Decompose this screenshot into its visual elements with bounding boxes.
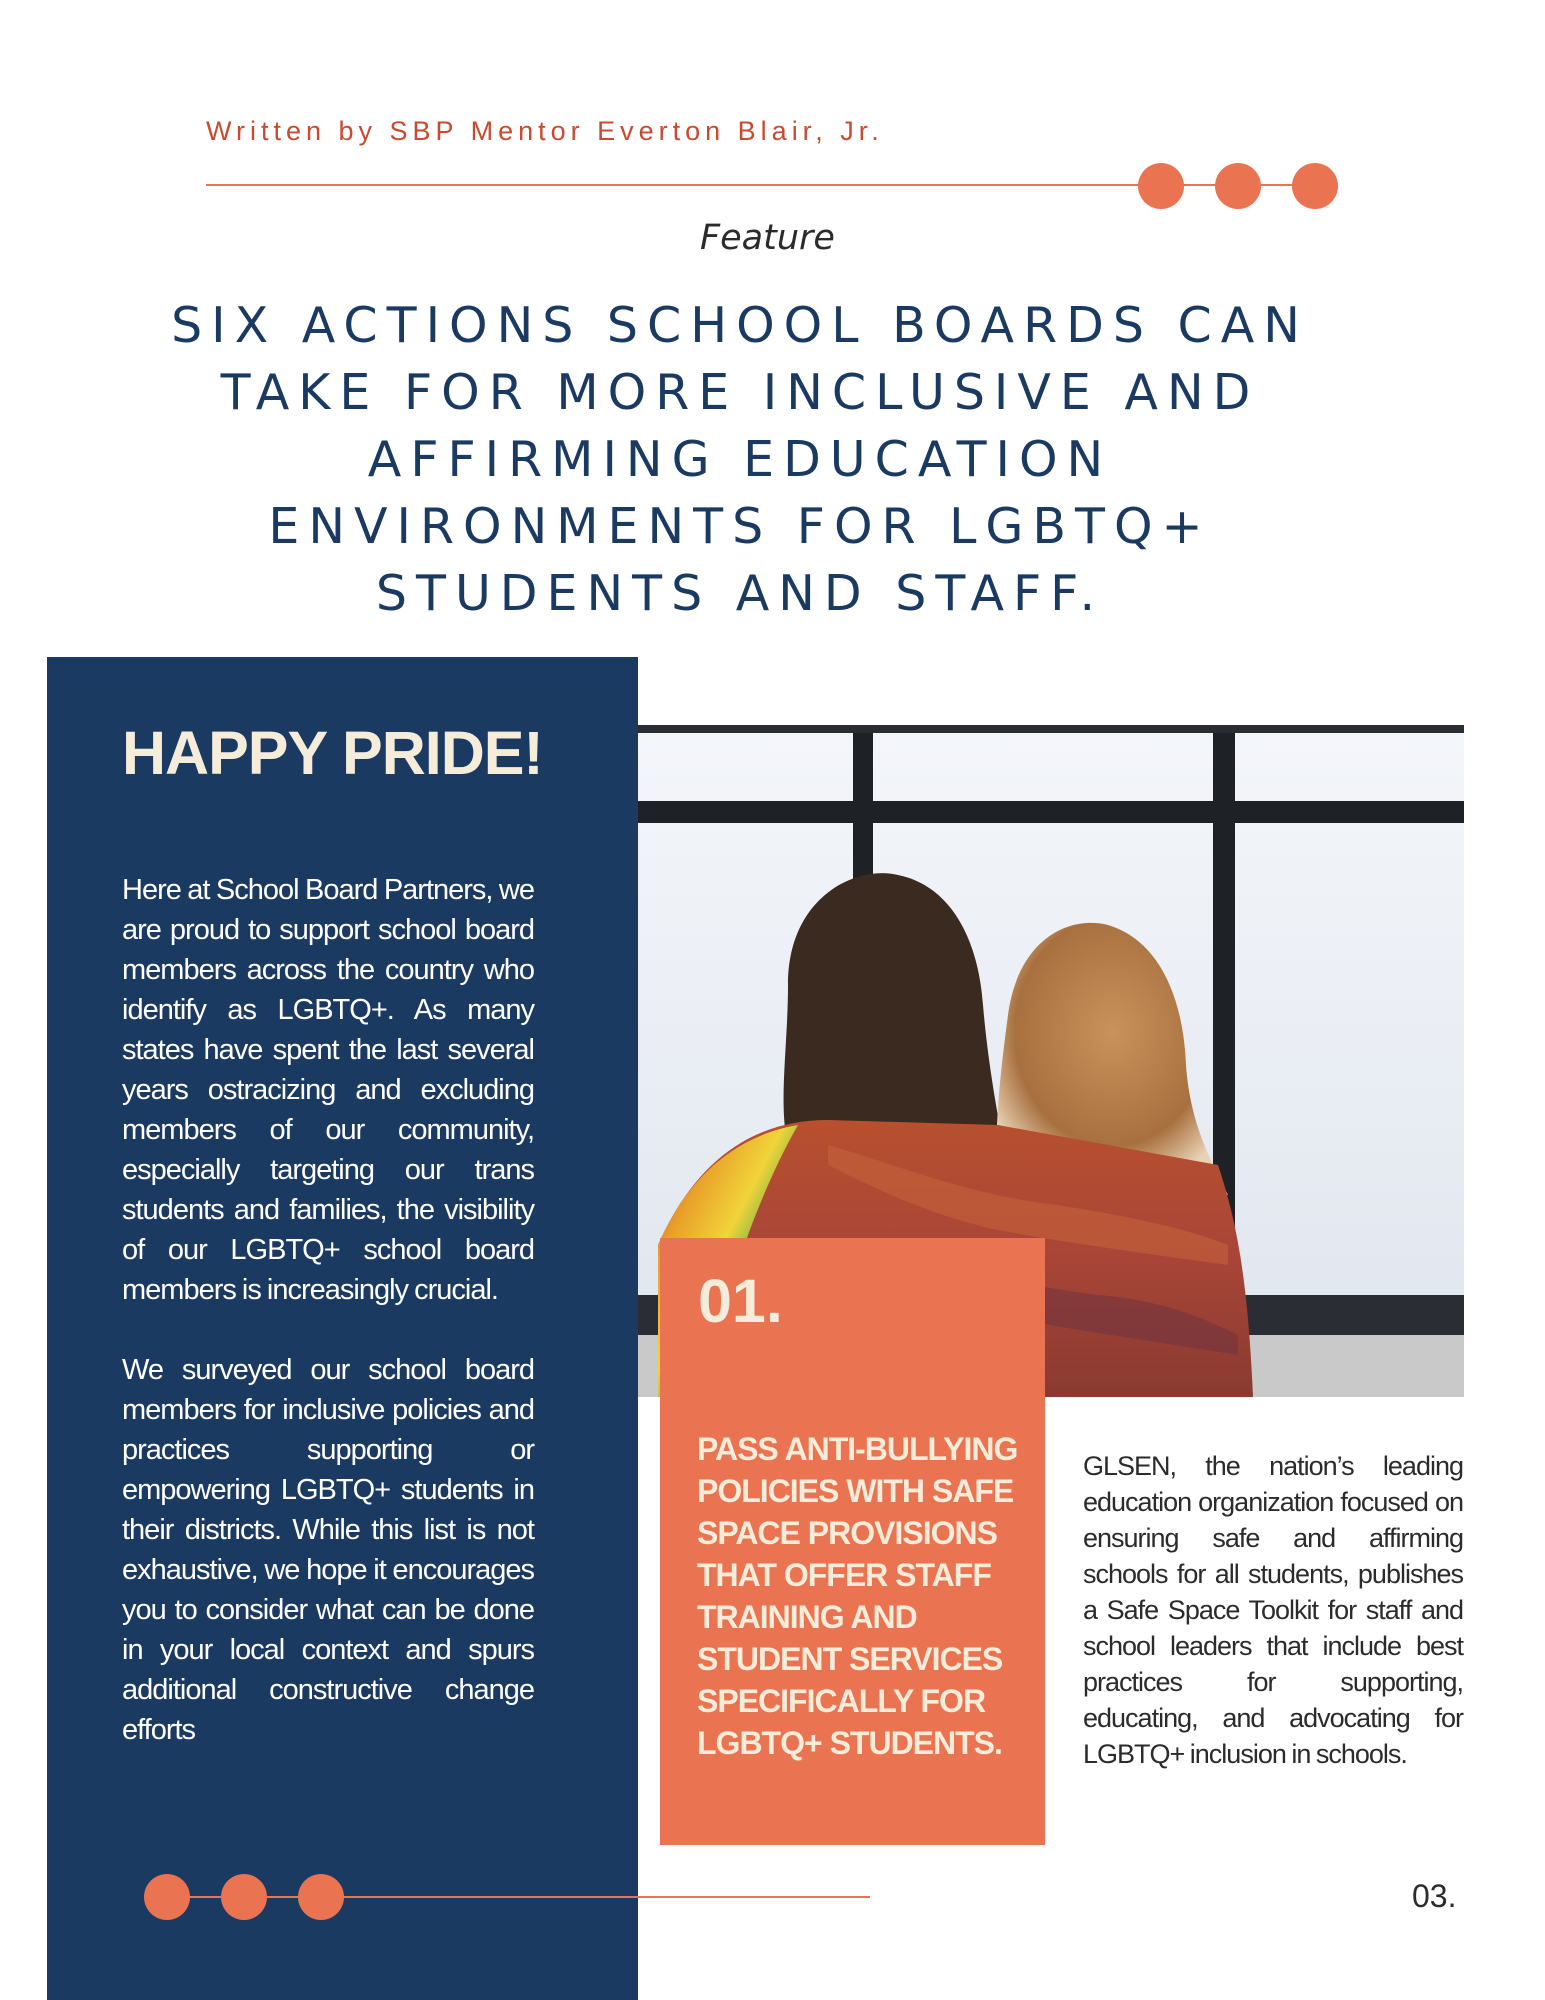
byline: Written by SBP Mentor Everton Blair, Jr. bbox=[206, 116, 884, 146]
decorative-dot-icon bbox=[221, 1874, 267, 1920]
sidebar-paragraph: We surveyed our school board members for inclusive policies and practices supporting or empowering LGBTQ+ students in their districts. While this list is not exhaustive, we hope it encourages you to consider what can be done in your local context and spurs additional constructive change efforts bbox=[122, 1354, 534, 1746]
action-number: 01. bbox=[698, 1267, 783, 1335]
page-number: 03. bbox=[1412, 1878, 1457, 1914]
page-title: SIX ACTIONS SCHOOL BOARDS CAN TAKE FOR MORE INCLUSIVE AND AFFIRMING EDUCATION ENVIRONMENTS FOR LGBTQ+ STUDENTS AND STAFF. bbox=[171, 297, 1309, 622]
action-title: PASS ANTI-BULLYING POLICIES WITH SAFE SPACE PROVISIONS THAT OFFER STAFF TRAINING AND STUDENT SERVICES SPECIFICALLY FOR LGBTQ+ STUDENTS. bbox=[697, 1431, 1018, 1761]
sidebar-title: HAPPY PRIDE! bbox=[122, 719, 543, 787]
decorative-dot-icon bbox=[144, 1874, 190, 1920]
decorative-dot-icon bbox=[1292, 163, 1338, 209]
section-label: Feature bbox=[700, 218, 835, 258]
sidebar-body bbox=[122, 870, 534, 1790]
decorative-dot-icon bbox=[1215, 163, 1261, 209]
sidebar-paragraph: Here at School Board Partners, we are proud to support school board members across the country who identify as LGBTQ+. As many states have spent the last several years ostracizing and excluding members of our community, especially targeting our trans students and families, the visibility of our LGBTQ+ school board members is increasingly crucial. bbox=[122, 874, 534, 1306]
decorative-dot-icon bbox=[1138, 163, 1184, 209]
action-description: GLSEN, the nation’s leading education organization focused on ensuring safe and affirming schools for all students, publishes a Safe Space Toolkit for staff and school leaders that include best practices for supporting, educating, and advocating for LGBTQ+ inclusion in schools. bbox=[1083, 1451, 1463, 1769]
decorative-dot-icon bbox=[298, 1874, 344, 1920]
